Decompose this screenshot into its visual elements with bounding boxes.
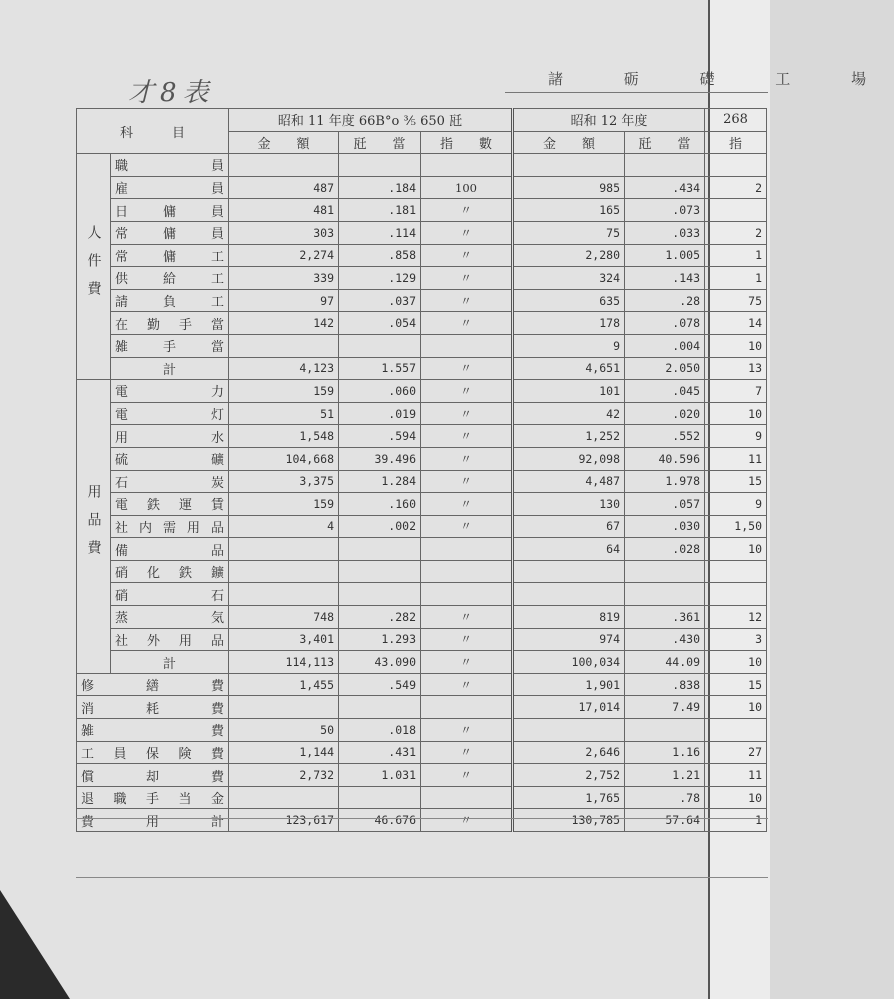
cell-d: 75 [513,221,625,244]
cell-d: 101 [513,380,625,403]
cell-a: 1,548 [229,425,339,448]
cell-b: .181 [339,199,421,222]
cell-b: .002 [339,515,421,538]
table-row [77,289,767,312]
cell-e: .78 [625,786,705,809]
cell-a: 4 [229,515,339,538]
cell-d: 67 [513,515,625,538]
cell-b: .431 [339,741,421,764]
cell-b: 1.284 [339,470,421,493]
cell-c: 〃 [421,628,513,651]
cell-b: .037 [339,289,421,312]
cell-d: 9 [513,334,625,357]
cell-f: 10 [705,651,767,674]
cell-c: 〃 [421,719,513,742]
cell-d: 130 [513,493,625,516]
cell-e: 44.09 [625,651,705,674]
table-row [77,538,767,561]
row-label: 用 水 [111,425,229,448]
col-header-per-ton: 瓩 當 [339,131,421,154]
cell-d: 92,098 [513,447,625,470]
cell-a: 3,401 [229,628,339,651]
cell-e: .838 [625,673,705,696]
row-label: 硝 石 [111,583,229,606]
row-label: 計 [111,651,229,674]
cell-d: 2,280 [513,244,625,267]
cell-d: 635 [513,289,625,312]
table-row [77,199,767,222]
cell-d [513,560,625,583]
cell-c: 100 [421,176,513,199]
cell-e: 1.21 [625,764,705,787]
cell-b: .549 [339,673,421,696]
cell-c: 〃 [421,673,513,696]
cell-f: 9 [705,493,767,516]
table-row [77,447,767,470]
cell-f: 1 [705,809,767,832]
cell-a [229,696,339,719]
row-label: 消 耗 費 [77,696,229,719]
row-label: 社外用品 [111,628,229,651]
cell-f [705,583,767,606]
cell-f: 11 [705,764,767,787]
table-row [77,673,767,696]
cell-c: 〃 [421,493,513,516]
period-header-3: 268 [705,109,767,132]
cell-e: 1.978 [625,470,705,493]
cell-a [229,786,339,809]
cell-e: .552 [625,425,705,448]
cell-a [229,334,339,357]
cell-f: 27 [705,741,767,764]
cell-b: .184 [339,176,421,199]
cell-f [705,199,767,222]
table-row [77,425,767,448]
cell-d: 130,785 [513,809,625,832]
row-label: 日傭員 [111,199,229,222]
table-row [77,470,767,493]
cell-b: 1.031 [339,764,421,787]
cell-a [229,560,339,583]
row-label: 常傭工 [111,244,229,267]
cell-f: 13 [705,357,767,380]
cell-a: 339 [229,267,339,290]
cell-c: 〃 [421,809,513,832]
table-row [77,493,767,516]
cell-e: 1.16 [625,741,705,764]
cell-b [339,786,421,809]
cell-a: 51 [229,402,339,425]
cell-e: .030 [625,515,705,538]
cell-e: 7.49 [625,696,705,719]
cell-f: 9 [705,425,767,448]
cell-c [421,334,513,357]
cell-e: .28 [625,289,705,312]
row-label: 雑手當 [111,334,229,357]
cell-c: 〃 [421,244,513,267]
cell-e: .361 [625,606,705,629]
row-label: 修 繕 費 [77,673,229,696]
cell-d: 1,901 [513,673,625,696]
cell-f: 1 [705,267,767,290]
cell-f: 14 [705,312,767,335]
row-label: 雇 員 [111,176,229,199]
cell-a: 159 [229,380,339,403]
row-label: 電 力 [111,380,229,403]
table-row [77,764,767,787]
row-label: 電 灯 [111,402,229,425]
cell-c: 〃 [421,741,513,764]
cell-a: 2,732 [229,764,339,787]
cell-f [705,719,767,742]
cell-e: 57.64 [625,809,705,832]
cell-d: 165 [513,199,625,222]
cell-b [339,560,421,583]
row-label: 蒸 気 [111,606,229,629]
cell-b: .114 [339,221,421,244]
cell-f [705,560,767,583]
cell-e: 2.050 [625,357,705,380]
table-row [77,719,767,742]
cell-e: .143 [625,267,705,290]
cell-d: 1,252 [513,425,625,448]
cell-c: 〃 [421,199,513,222]
cell-b [339,696,421,719]
cell-c: 〃 [421,651,513,674]
col-header-per-ton: 瓩 當 [625,131,705,154]
row-label: 電鉄運賃 [111,493,229,516]
table-row [77,696,767,719]
cell-c: 〃 [421,380,513,403]
cell-e: .028 [625,538,705,561]
cell-f: 15 [705,673,767,696]
cell-c: 〃 [421,312,513,335]
row-label: 備 品 [111,538,229,561]
cell-d: 324 [513,267,625,290]
cost-table [76,108,767,832]
cell-a [229,538,339,561]
row-label: 社内需用品 [111,515,229,538]
cell-f: 1,50 [705,515,767,538]
cell-c: 〃 [421,357,513,380]
cell-e [625,719,705,742]
cell-a [229,154,339,177]
cell-d: 2,646 [513,741,625,764]
row-label: 在勤手當 [111,312,229,335]
cell-e: 1.005 [625,244,705,267]
cell-a: 303 [229,221,339,244]
cell-b: .129 [339,267,421,290]
cell-d: 1,765 [513,786,625,809]
table-row [77,154,767,177]
cell-a: 1,144 [229,741,339,764]
row-label: 請負工 [111,289,229,312]
period-header-2: 昭和 12 年度 [513,109,705,132]
cell-e [625,560,705,583]
table-row [77,651,767,674]
cell-c: 〃 [421,447,513,470]
cell-c: 〃 [421,470,513,493]
cell-c: 〃 [421,402,513,425]
col-header-index: 指 [705,131,767,154]
cell-f: 11 [705,447,767,470]
cell-d: 100,034 [513,651,625,674]
cell-b [339,334,421,357]
table-row [77,606,767,629]
cell-d [513,583,625,606]
col-header-amount: 金 額 [229,131,339,154]
cell-a: 3,375 [229,470,339,493]
cell-c: 〃 [421,515,513,538]
cell-a: 481 [229,199,339,222]
cell-a: 2,274 [229,244,339,267]
cell-e: .020 [625,402,705,425]
cell-b: .060 [339,380,421,403]
cell-f [705,154,767,177]
cell-d: 17,014 [513,696,625,719]
handwritten-table-number: 才8表 [128,78,215,108]
cell-b: 39.496 [339,447,421,470]
cell-a [229,583,339,606]
cell-a: 159 [229,493,339,516]
cell-d [513,719,625,742]
cell-f: 10 [705,696,767,719]
cell-f: 2 [705,176,767,199]
cell-d: 985 [513,176,625,199]
row-label: 償却費 [77,764,229,787]
row-label: 供給工 [111,267,229,290]
cell-d: 4,487 [513,470,625,493]
cell-f: 12 [705,606,767,629]
cell-b [339,583,421,606]
cell-c: 〃 [421,606,513,629]
cell-b [339,538,421,561]
cell-d: 178 [513,312,625,335]
cell-b: .160 [339,493,421,516]
cell-c [421,696,513,719]
cell-c: 〃 [421,289,513,312]
cell-c [421,154,513,177]
cell-b: .858 [339,244,421,267]
row-label: 石 炭 [111,470,229,493]
header-rule [505,92,768,93]
cell-c [421,786,513,809]
cell-e: .045 [625,380,705,403]
cell-f: 2 [705,221,767,244]
table-row [77,515,767,538]
cell-b: 1.557 [339,357,421,380]
cell-e [625,154,705,177]
cell-b: 1.293 [339,628,421,651]
table-row [77,312,767,335]
table-row [77,380,767,403]
cell-d [513,154,625,177]
cell-b: .019 [339,402,421,425]
cell-f: 3 [705,628,767,651]
col-header-amount: 金 額 [513,131,625,154]
cell-d: 42 [513,402,625,425]
table-row [77,244,767,267]
cell-f: 10 [705,334,767,357]
cell-f: 15 [705,470,767,493]
row-label: 退職手当金 [77,786,229,809]
cell-b: .594 [339,425,421,448]
cell-d: 974 [513,628,625,651]
cell-f: 75 [705,289,767,312]
cell-e: .078 [625,312,705,335]
cell-a: 487 [229,176,339,199]
cell-b: 43.090 [339,651,421,674]
row-label: 職 員 [111,154,229,177]
table-row [77,560,767,583]
cell-a: 114,113 [229,651,339,674]
cell-a: 1,455 [229,673,339,696]
cell-e [625,583,705,606]
cell-b: 46.676 [339,809,421,832]
table-row [77,741,767,764]
cell-e: 40.596 [625,447,705,470]
cell-c [421,583,513,606]
category-personnel: 人件費 [77,154,111,380]
table-row [77,628,767,651]
cell-d: 819 [513,606,625,629]
cell-b: .282 [339,606,421,629]
cell-e: .033 [625,221,705,244]
row-label: 硝化鉄鑛 [111,560,229,583]
cell-a: 97 [229,289,339,312]
cell-b: .018 [339,719,421,742]
subject-header: 科 目 [77,109,229,154]
table-row [77,267,767,290]
cell-a: 50 [229,719,339,742]
cell-a: 123,617 [229,809,339,832]
cell-a: 104,668 [229,447,339,470]
cell-f: 7 [705,380,767,403]
row-label: 常傭員 [111,221,229,244]
category-supplies: 用品費 [77,380,111,674]
table-row [77,402,767,425]
row-label: 計 [111,357,229,380]
table-row [77,221,767,244]
cell-a: 142 [229,312,339,335]
row-label: 雑 費 [77,719,229,742]
blank-ruled-area [76,818,768,878]
table-row [77,357,767,380]
table-row [77,786,767,809]
period-header-1: 昭和 11 年度 66B°o ⅗ 650 瓩 [229,109,513,132]
table-row [77,583,767,606]
table-row [77,176,767,199]
cell-f: 1 [705,244,767,267]
cell-f: 10 [705,786,767,809]
cell-a: 4,123 [229,357,339,380]
cell-f: 10 [705,538,767,561]
cell-a: 748 [229,606,339,629]
cell-b [339,154,421,177]
cell-c: 〃 [421,425,513,448]
table-row [77,334,767,357]
cell-d: 2,752 [513,764,625,787]
cell-c: 〃 [421,221,513,244]
cell-c: 〃 [421,267,513,290]
sheet-header: 諸 砺 礎 工 場 [548,70,894,88]
cell-b: .054 [339,312,421,335]
row-label: 硫 礦 [111,447,229,470]
cell-f: 10 [705,402,767,425]
row-label: 工員保険費 [77,741,229,764]
cell-d: 4,651 [513,357,625,380]
cell-c [421,538,513,561]
cell-d: 64 [513,538,625,561]
cell-e: .430 [625,628,705,651]
cell-c: 〃 [421,764,513,787]
row-label: 費用計 [77,809,229,832]
cell-e: .057 [625,493,705,516]
cell-e: .434 [625,176,705,199]
cell-e: .073 [625,199,705,222]
col-header-index: 指 數 [421,131,513,154]
cell-e: .004 [625,334,705,357]
cell-c [421,560,513,583]
